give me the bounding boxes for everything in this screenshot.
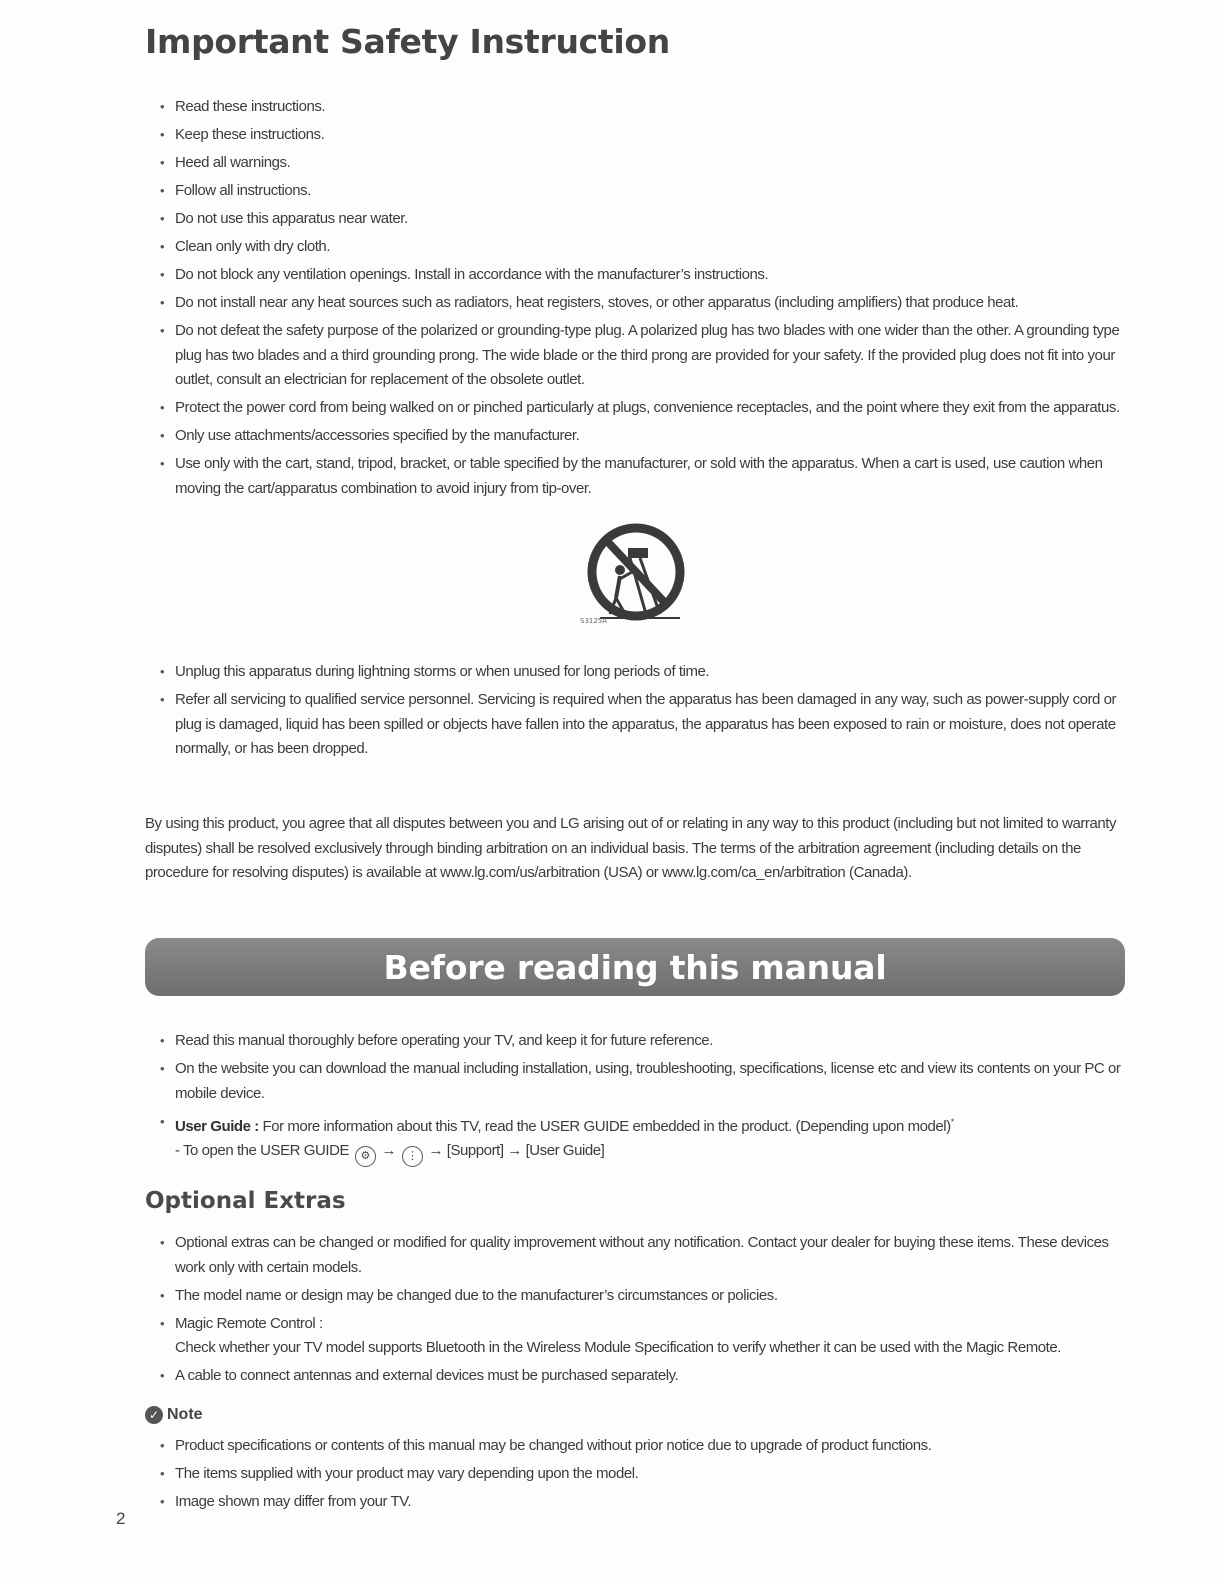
list-item — [160, 207, 1130, 232]
page-number: 2 — [116, 1509, 126, 1528]
list-item-line: • Only use attachments/accessories specified by the manufacturer. — [175, 427, 580, 444]
note-list — [160, 1434, 1130, 1518]
more-vertical-dots-icon: ⋮ — [402, 1146, 423, 1167]
list-item: • The model name or design may be changed due to the manufacturer’s circumstances or policies. — [160, 1284, 1130, 1309]
list-item-line: • Heed all warnings. — [175, 154, 291, 171]
cart-tip-over-warning-icon — [570, 518, 690, 630]
paragraph-line: procedure for resolving disputes) is available at www.lg.com/us/arbitration (USA) or www.lg.com/ca_en/arbitration (Canada). — [145, 864, 912, 881]
list-item-line: • Keep these instructions. — [175, 126, 325, 143]
list-item — [160, 452, 1130, 501]
list-item-line: • Use only with the cart, stand, tripod, bracket, or table specified by the manufacturer, or sold with the apparatus. When a cart is used, use caution when — [175, 455, 1103, 472]
note-heading: ✓ Note — [145, 1406, 203, 1424]
list-item-line: plug is damaged, liquid has been spilled or objects have fallen into the apparatus, the apparatus has been exposed to rain or moisture, does not operate — [175, 715, 1116, 733]
list-item-line: • Refer all servicing to qualified service personnel. Servicing is required when the apparatus has been damaged in any way, such as power-supply cord or — [175, 691, 1117, 708]
list-item: • Image shown may differ from your TV. — [160, 1490, 1130, 1515]
banner-title: Before reading this manual — [383, 947, 887, 987]
list-item-line: normally, or has been dropped. — [175, 740, 369, 757]
list-item — [160, 95, 1130, 120]
list-item: • On the website you can download the manual including installation, using, troubleshooting, specifications, license etc and view its contents on your PC or mobile device. — [160, 1057, 1130, 1106]
list-item-line: outlet, consult an electrician for replacement of the obsolete outlet. — [175, 371, 585, 388]
list-item — [160, 660, 1130, 685]
list-item-line: • Protect the power cord from being walked on or pinched particularly at plugs, convenience receptacles, and the point where they exit from the apparatus. — [175, 399, 1120, 416]
list-item — [160, 424, 1130, 449]
list-item — [160, 319, 1130, 393]
paragraph-line: disputes) shall be resolved exclusively through binding arbitration on an individual basis. The terms of the arbitration agreement (including details on the — [145, 839, 1081, 857]
list-item: • Product specifications or contents of this manual may be changed without prior notice due to upgrade of product functions. — [160, 1434, 1130, 1459]
optional-extras-list — [160, 1231, 1130, 1392]
list-item-line: • Read these instructions. — [175, 98, 326, 115]
arbitration-paragraph — [145, 812, 1130, 886]
list-item: • User Guide : For more information about this TV, read the USER GUIDE embedded in the product. (Depending upon model)* - To open the USER GUIDE ⚙ → ⋮ → [Support] → [User Guide] — [160, 1110, 1130, 1167]
list-item — [160, 291, 1130, 316]
list-item-line: • Do not defeat the safety purpose of the polarized or grounding-type plug. A polarized plug has two blades with one wider than the other. A grounding type — [175, 322, 1120, 339]
open-user-guide-steps: - To open the USER GUIDE ⚙ → ⋮ → [Support] → [User Guide] — [175, 1139, 1130, 1167]
list-item — [160, 235, 1130, 260]
list-item: • Magic Remote Control : Check whether your TV model supports Bluetooth in the Wireless Module Specification to verify whether it can be used with the Magic Remote. — [160, 1312, 1130, 1361]
safety-instructions-list — [160, 95, 1130, 505]
list-item-line: • Follow all instructions. — [175, 182, 311, 199]
list-item-line: moving the cart/apparatus combination to avoid injury from tip-over. — [175, 479, 592, 497]
settings-gear-icon: ⚙ — [355, 1146, 376, 1167]
list-item — [160, 179, 1130, 204]
list-item-line: • Do not install near any heat sources such as radiators, heat registers, stoves, or other apparatus (including amplifiers) that produce heat. — [175, 294, 1019, 311]
list-item — [160, 151, 1130, 176]
list-item — [160, 396, 1130, 421]
paragraph-line: By using this product, you agree that all disputes between you and LG arising out of or relating in any way to this product (including but not limited to warranty — [145, 815, 1117, 832]
list-item-line: • Unplug this apparatus during lightning storms or when unused for long periods of time. — [175, 663, 710, 680]
before-reading-list — [160, 1029, 1130, 1170]
list-item — [160, 123, 1130, 148]
list-item-line: • Do not block any ventilation openings. Install in accordance with the manufacturer’s instructions. — [175, 266, 769, 283]
optional-extras-title: Optional Extras — [145, 1188, 346, 1214]
list-item: • The items supplied with your product may vary depending upon the model. — [160, 1462, 1130, 1487]
user-guide-label: User Guide : — [175, 1117, 259, 1135]
check-circle-icon: ✓ — [145, 1406, 163, 1424]
list-item: • A cable to connect antennas and external devices must be purchased separately. — [160, 1364, 1130, 1389]
figure-code: S3125A — [580, 617, 608, 625]
list-item — [160, 263, 1130, 288]
page-title: Important Safety Instruction — [145, 22, 670, 61]
section-banner — [145, 938, 1125, 996]
safety-instructions-list-continued — [160, 660, 1130, 765]
list-item: • Read this manual thoroughly before operating your TV, and keep it for future reference. — [160, 1029, 1130, 1054]
list-item — [160, 688, 1130, 762]
list-item-line: • Do not use this apparatus near water. — [175, 210, 408, 227]
list-item-line: plug has two blades and a third grounding prong. The wide blade or the third prong are provided for your safety. If the provided plug does not fit into your — [175, 346, 1115, 364]
list-item-line: • Clean only with dry cloth. — [175, 238, 331, 255]
list-item: • Optional extras can be changed or modified for quality improvement without any notification. Contact your dealer for buying these items. These devices work only with certain models. — [160, 1231, 1130, 1280]
